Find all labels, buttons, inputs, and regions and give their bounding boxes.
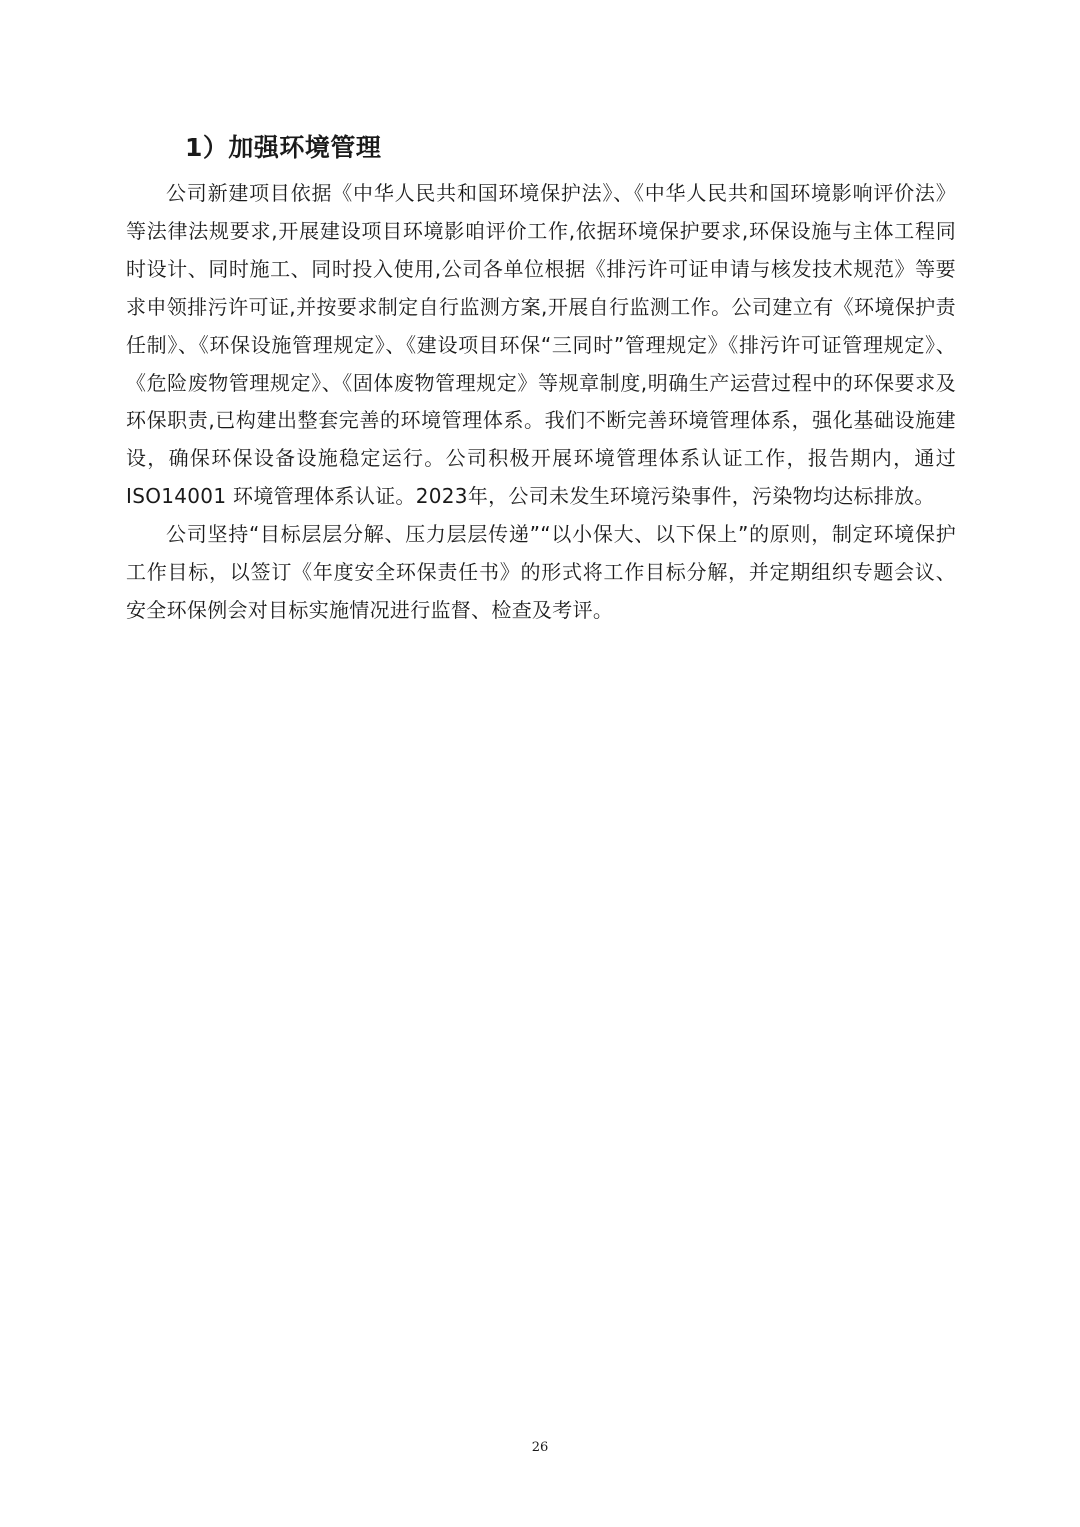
page-number: 26 (531, 1440, 549, 1455)
section-heading: 1）加强环境管理 (185, 133, 382, 162)
paragraph-targets-principles: 公司坚持“目标层层分解、压力层层传递”“以小保大、以下保上”的原则，制定环境保护工作目标，以签订《年度安全环保责任书》的形式将工作目标分解，并定期组织专题会议、安全环保例会对目标实施情况进行监督、检查及考评。 (126, 522, 956, 622)
body-text (126, 175, 956, 630)
paragraph-environment-management: 公司新建项目依据《中华人民共和国环境保护法》、《中华人民共和国环境影响评价法》等法律法规要求,开展建设项目环境影咱评价工作,依据环境保护要求,环保设施与主体工程同时设计、同时施工、同时投入使用,公司各单位根据《排污许可证申请与核发技术规范》等要求申领排污许可证,并按要求制定自行监测方案,开展自行监测工作。公司建立有《环境保护责任制》、《环保设施管理规定》、《建设项目环保“三同时”管理规定》《排污许可证管理规定》、《危险废物管理规定》、《固体废物管理规定》等规章制度,明确生产运营过程中的环保要求及环保职责,已构建出整套完善的环境管理体系。我们不断完善环境管理体系，强化基础设施建设，确保环保设备设施稳定运行。公司积极开展环境管理体系认证工作，报告期内，通过ISO14001 环境管理体系认证。2023年，公司未发生环境污染事件，污染物均达标排放。 (126, 181, 956, 509)
